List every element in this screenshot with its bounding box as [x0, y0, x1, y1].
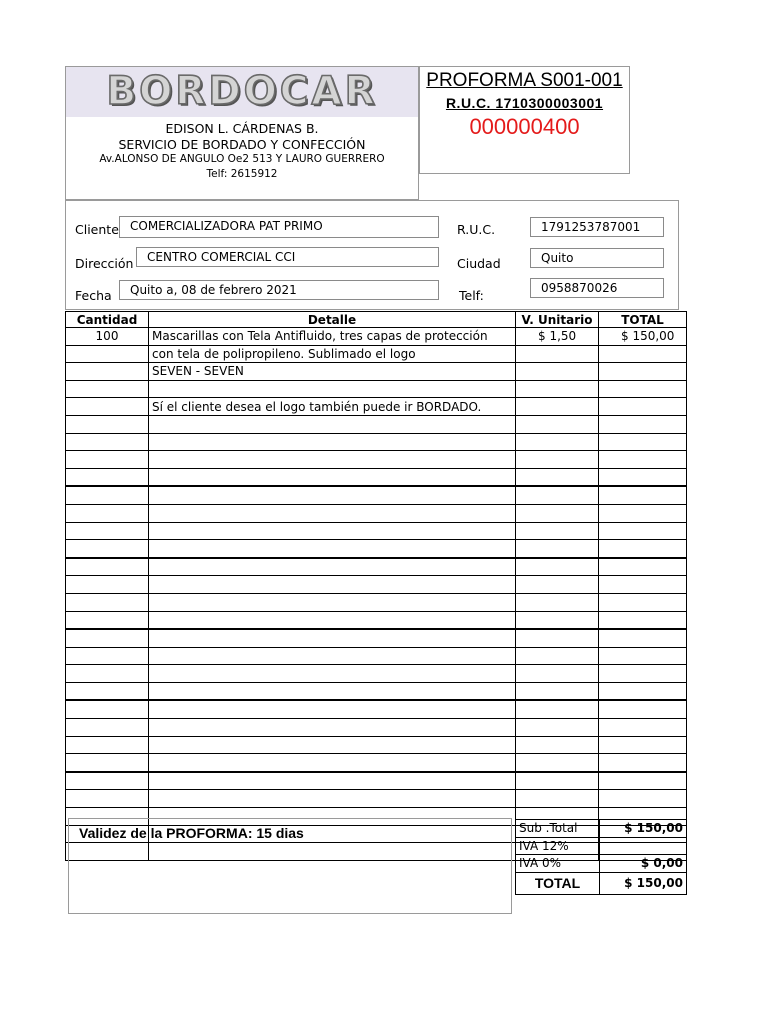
cell-unit-price	[516, 433, 599, 451]
cell-total	[599, 682, 687, 700]
cell-unit-price	[516, 790, 599, 808]
cell-total	[599, 611, 687, 629]
cell-total: $ 150,00	[599, 328, 687, 346]
phone-label: Telf:	[459, 288, 484, 303]
cell-quantity	[66, 433, 149, 451]
totals-label: TOTAL	[516, 872, 600, 894]
client-field: COMERCIALIZADORA PAT PRIMO	[119, 216, 439, 238]
cell-detail	[149, 682, 516, 700]
cell-unit-price	[516, 772, 599, 790]
table-row	[66, 328, 687, 346]
totals-row	[516, 872, 687, 894]
cell-unit-price	[516, 451, 599, 469]
cell-unit-price	[516, 486, 599, 504]
table-row	[66, 398, 687, 416]
cell-quantity	[66, 736, 149, 754]
cell-quantity	[66, 345, 149, 363]
table-row	[66, 665, 687, 683]
cell-detail	[149, 504, 516, 522]
cell-total	[599, 736, 687, 754]
cell-detail	[149, 611, 516, 629]
cell-quantity	[66, 719, 149, 737]
cell-quantity	[66, 486, 149, 504]
totals-table	[515, 819, 687, 895]
cell-unit-price	[516, 665, 599, 683]
cell-total	[599, 629, 687, 647]
table-header-row	[66, 312, 687, 328]
validity-text: Validez de la PROFORMA: 15 dias	[79, 825, 304, 841]
cell-unit-price	[516, 540, 599, 558]
cell-unit-price	[516, 611, 599, 629]
cell-total	[599, 415, 687, 433]
table-row	[66, 647, 687, 665]
cell-detail	[149, 451, 516, 469]
header-total: TOTAL	[599, 312, 687, 328]
cell-quantity	[66, 468, 149, 486]
ruc-label: R.U.C.	[457, 222, 496, 237]
totals-label: IVA 0%	[516, 855, 600, 873]
table-row	[66, 345, 687, 363]
cell-unit-price	[516, 754, 599, 772]
cell-detail	[149, 558, 516, 576]
items-table	[65, 311, 687, 861]
cell-unit-price: $ 1,50	[516, 328, 599, 346]
table-row	[66, 629, 687, 647]
cell-total	[599, 380, 687, 398]
cell-total	[599, 700, 687, 718]
phone-field: 0958870026	[530, 278, 664, 298]
cell-unit-price	[516, 415, 599, 433]
cell-total	[599, 647, 687, 665]
cell-detail: con tela de polipropileno. Sublimado el logo	[149, 345, 516, 363]
cell-total	[599, 593, 687, 611]
table-row	[66, 611, 687, 629]
cell-total	[599, 576, 687, 594]
cell-total	[599, 522, 687, 540]
city-field: Quito	[530, 248, 664, 268]
cell-quantity	[66, 380, 149, 398]
cell-quantity: 100	[66, 328, 149, 346]
cell-unit-price	[516, 398, 599, 416]
cell-detail	[149, 540, 516, 558]
company-phone: Telf: 2615912	[206, 168, 278, 180]
cell-quantity	[66, 398, 149, 416]
cell-quantity	[66, 754, 149, 772]
date-field: Quito a, 08 de febrero 2021	[119, 280, 439, 300]
cell-unit-price	[516, 593, 599, 611]
cell-total	[599, 451, 687, 469]
cell-detail	[149, 629, 516, 647]
cell-detail	[149, 647, 516, 665]
table-row	[66, 540, 687, 558]
cell-detail	[149, 522, 516, 540]
table-row	[66, 468, 687, 486]
cell-total	[599, 754, 687, 772]
cell-quantity	[66, 522, 149, 540]
cell-total	[599, 398, 687, 416]
table-row	[66, 558, 687, 576]
cell-unit-price	[516, 558, 599, 576]
cell-unit-price	[516, 629, 599, 647]
cell-quantity	[66, 772, 149, 790]
totals-value: $ 150,00	[600, 820, 687, 838]
cell-unit-price	[516, 345, 599, 363]
cell-total	[599, 433, 687, 451]
cell-detail: SEVEN - SEVEN	[149, 363, 516, 381]
table-row	[66, 700, 687, 718]
company-logo: BORDOCAR	[106, 69, 378, 114]
cell-quantity	[66, 647, 149, 665]
cell-quantity	[66, 363, 149, 381]
cell-detail	[149, 468, 516, 486]
address-field: CENTRO COMERCIAL CCI	[136, 247, 439, 267]
totals-value: $ 150,00	[600, 872, 687, 894]
cell-detail	[149, 415, 516, 433]
totals-value: $ 0,00	[600, 855, 687, 873]
table-row	[66, 380, 687, 398]
table-row	[66, 790, 687, 808]
cell-quantity	[66, 790, 149, 808]
cell-quantity	[66, 540, 149, 558]
cell-detail	[149, 665, 516, 683]
cell-detail	[149, 790, 516, 808]
totals-body	[516, 820, 687, 895]
cell-detail	[149, 736, 516, 754]
totals-row	[516, 855, 687, 873]
cell-unit-price	[516, 380, 599, 398]
cell-quantity	[66, 682, 149, 700]
table-row	[66, 522, 687, 540]
cell-total	[599, 468, 687, 486]
table-row	[66, 754, 687, 772]
company-address: Av.ALONSO DE ANGULO Oe2 513 Y LAURO GUERRERO	[99, 153, 385, 165]
table-row	[66, 576, 687, 594]
cell-total	[599, 363, 687, 381]
cell-unit-price	[516, 576, 599, 594]
cell-unit-price	[516, 504, 599, 522]
cell-quantity	[66, 593, 149, 611]
cell-detail	[149, 593, 516, 611]
table-row	[66, 719, 687, 737]
table-row	[66, 593, 687, 611]
cell-quantity	[66, 611, 149, 629]
cell-quantity	[66, 629, 149, 647]
cell-unit-price	[516, 700, 599, 718]
totals-label: IVA 12%	[516, 837, 600, 855]
cell-detail	[149, 486, 516, 504]
cell-unit-price	[516, 363, 599, 381]
cell-total	[599, 345, 687, 363]
cell-detail	[149, 719, 516, 737]
cell-detail	[149, 433, 516, 451]
cell-detail	[149, 772, 516, 790]
cell-total	[599, 772, 687, 790]
company-owner: EDISON L. CÁRDENAS B.	[165, 121, 319, 136]
cell-total	[599, 486, 687, 504]
cell-total	[599, 558, 687, 576]
cell-detail	[149, 576, 516, 594]
cell-unit-price	[516, 736, 599, 754]
cell-quantity	[66, 700, 149, 718]
table-row	[66, 772, 687, 790]
city-label: Ciudad	[457, 256, 501, 271]
cell-quantity	[66, 451, 149, 469]
table-row	[66, 451, 687, 469]
cell-unit-price	[516, 468, 599, 486]
cell-unit-price	[516, 522, 599, 540]
table-row	[66, 736, 687, 754]
cell-detail: Sí el cliente desea el logo también puede ir BORDADO.	[149, 398, 516, 416]
header-unit-price: V. Unitario	[516, 312, 599, 328]
proforma-title: PROFORMA S001-001	[426, 70, 623, 91]
cell-unit-price	[516, 719, 599, 737]
proforma-number: 000000400	[469, 114, 580, 139]
cell-total	[599, 790, 687, 808]
totals-label: Sub .Total	[516, 820, 600, 838]
cell-quantity	[66, 665, 149, 683]
cell-detail	[149, 700, 516, 718]
cell-detail: Mascarillas con Tela Antifluido, tres capas de protección	[149, 328, 516, 346]
cell-total	[599, 719, 687, 737]
table-row	[66, 433, 687, 451]
cell-detail	[149, 380, 516, 398]
client-label: Cliente	[75, 222, 119, 237]
table-row	[66, 504, 687, 522]
cell-quantity	[66, 558, 149, 576]
items-body	[66, 328, 687, 861]
cell-quantity	[66, 504, 149, 522]
table-row	[66, 486, 687, 504]
totals-row	[516, 820, 687, 838]
totals-value	[600, 837, 687, 855]
cell-total	[599, 504, 687, 522]
company-ruc: R.U.C. 1710300003001	[445, 95, 604, 111]
ruc-field: 1791253787001	[530, 217, 664, 237]
table-row	[66, 415, 687, 433]
header-cantidad: Cantidad	[66, 312, 149, 328]
address-label: Dirección	[75, 256, 134, 271]
cell-detail	[149, 754, 516, 772]
table-row	[66, 682, 687, 700]
cell-quantity	[66, 576, 149, 594]
cell-unit-price	[516, 647, 599, 665]
cell-unit-price	[516, 682, 599, 700]
company-service: SERVICIO DE BORDADO Y CONFECCIÓN	[118, 137, 366, 152]
date-label: Fecha	[75, 288, 112, 303]
header-detalle: Detalle	[149, 312, 516, 328]
table-row	[66, 363, 687, 381]
cell-total	[599, 540, 687, 558]
totals-row	[516, 837, 687, 855]
cell-total	[599, 665, 687, 683]
cell-quantity	[66, 415, 149, 433]
